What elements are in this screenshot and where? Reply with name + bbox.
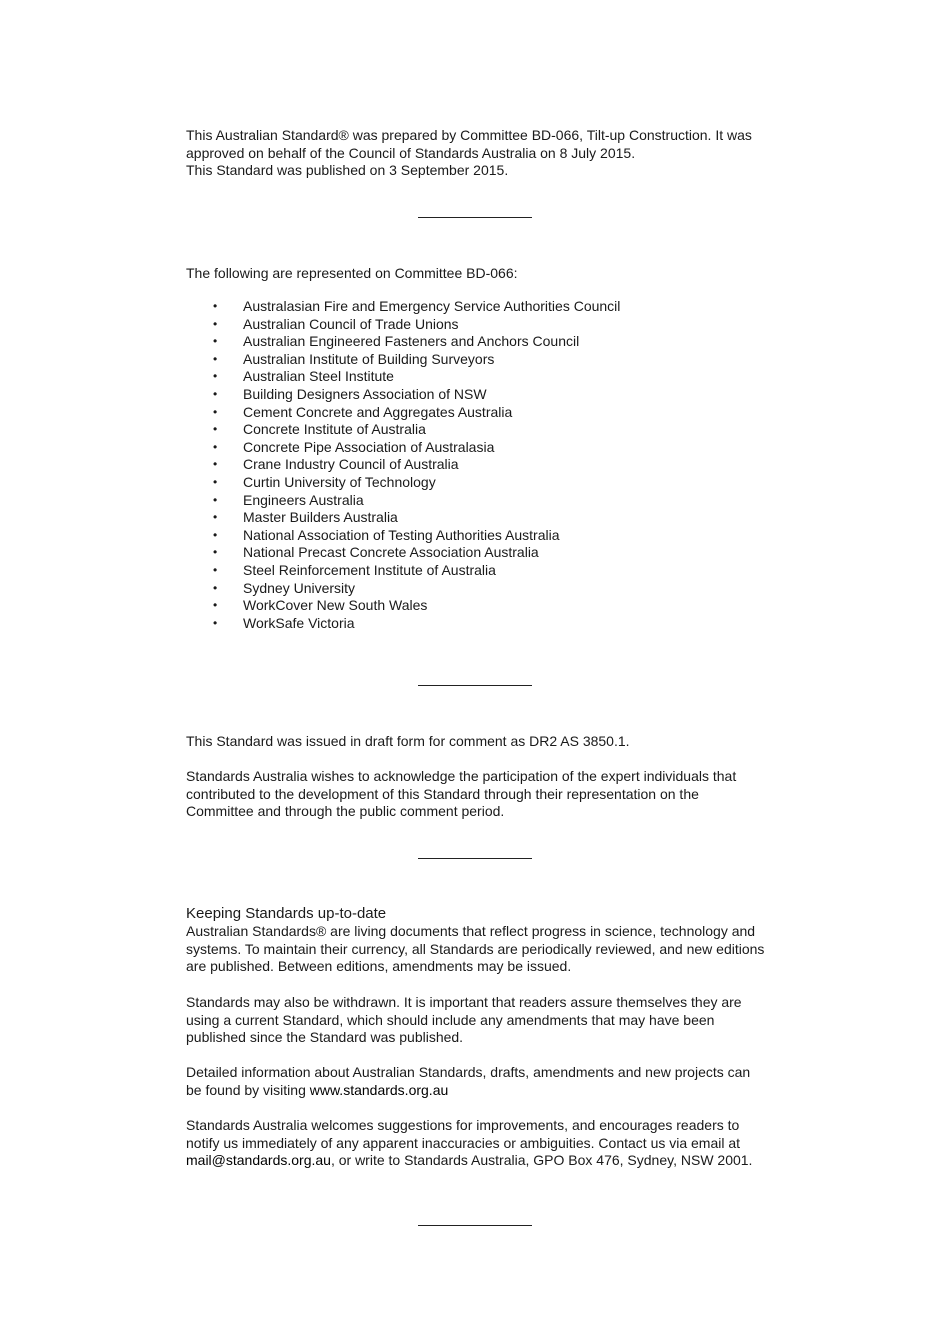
bullet-icon: • <box>213 422 218 437</box>
section-divider-4 <box>418 1225 532 1226</box>
detailed-info-line-1: Detailed information about Australian Standards, drafts, amendments and new projects can <box>186 1064 751 1080</box>
committee-member-item <box>186 316 776 334</box>
section-divider-1 <box>418 217 532 218</box>
contact-email-link[interactable]: mail@standards.org.au <box>186 1152 331 1169</box>
draft-notice <box>186 733 776 751</box>
acknowledgement-line-3: Committee and through the public comment period. <box>186 803 505 820</box>
bullet-icon: • <box>213 474 218 489</box>
detailed-info-paragraph <box>186 1064 776 1099</box>
committee-member-item <box>186 404 776 422</box>
committee-member-item <box>186 298 776 316</box>
bullet-icon: • <box>213 580 218 595</box>
committee-member-item <box>186 597 776 615</box>
committee-member-name: Australian Steel Institute <box>243 368 394 385</box>
withdrawn-line-1: Standards may also be withdrawn. It is important that readers assure themselves they are <box>186 994 742 1010</box>
withdrawn-line-3: published since the Standard was published. <box>186 1029 464 1046</box>
committee-member-item <box>186 615 776 633</box>
preparation-line-2: approved on behalf of the Council of Standards Australia on 8 July 2015. <box>186 144 636 161</box>
committee-member-name: Australian Council of Trade Unions <box>243 315 459 332</box>
committee-member-name: Curtin University of Technology <box>243 473 436 490</box>
committee-member-name: Australasian Fire and Emergency Service Authorities Council <box>243 298 621 314</box>
acknowledgement-line-1: Standards Australia wishes to acknowledge the participation of the expert individuals that <box>186 768 737 784</box>
committee-member-name: Engineers Australia <box>243 491 364 508</box>
committee-member-name: WorkCover New South Wales <box>243 597 428 614</box>
detailed-info-line-2 <box>186 1082 776 1100</box>
committee-member-name: National Association of Testing Authorities Australia <box>243 526 560 543</box>
committee-intro <box>186 265 776 283</box>
committee-member-name: Concrete Institute of Australia <box>243 421 426 438</box>
section-divider-2 <box>418 685 532 686</box>
committee-member-name: Concrete Pipe Association of Australasia <box>243 438 495 455</box>
committee-member-name: Australian Engineered Fasteners and Anchors Council <box>243 333 580 350</box>
committee-member-item <box>186 492 776 510</box>
committee-member-name: Master Builders Australia <box>243 509 398 526</box>
bullet-icon: • <box>213 510 218 525</box>
committee-members-list <box>186 298 776 632</box>
committee-member-item <box>186 544 776 562</box>
bullet-icon: • <box>213 334 218 349</box>
postal-address-text: , or write to Standards Australia, GPO Box 476, Sydney, NSW 2001. <box>330 1152 753 1169</box>
living-documents-line-3: are published. Between editions, amendments may be issued. <box>186 958 572 975</box>
committee-member-item <box>186 474 776 492</box>
bullet-icon: • <box>213 351 218 366</box>
committee-member-item <box>186 386 776 404</box>
withdrawn-paragraph <box>186 994 776 1047</box>
suggestions-paragraph <box>186 1117 776 1170</box>
bullet-icon: • <box>213 545 218 560</box>
committee-member-name: National Precast Concrete Association Australia <box>243 544 539 561</box>
bullet-icon: • <box>213 457 218 472</box>
committee-member-name: Building Designers Association of NSW <box>243 385 487 402</box>
committee-member-name: Steel Reinforcement Institute of Australia <box>243 561 496 578</box>
committee-member-item <box>186 351 776 369</box>
detailed-info-prefix: be found by visiting <box>186 1081 310 1098</box>
committee-member-item <box>186 456 776 474</box>
section-divider-3 <box>418 858 532 859</box>
bullet-icon: • <box>213 527 218 542</box>
committee-member-name: Crane Industry Council of Australia <box>243 456 459 473</box>
suggestions-line-2: notify us immediately of any apparent inaccuracies or ambiguities. Contact us via email at <box>186 1134 741 1151</box>
publication-date-line: This Standard was published on 3 September 2015. <box>186 162 509 179</box>
bullet-icon: • <box>213 299 218 313</box>
living-documents-line-1: Australian Standards® are living documents that reflect progress in science, technology and <box>186 923 756 939</box>
withdrawn-line-2: using a current Standard, which should include any amendments that may have been <box>186 1011 715 1028</box>
committee-member-name: Cement Concrete and Aggregates Australia <box>243 403 513 420</box>
acknowledgement-line-2: contributed to the development of this Standard through their representation on the <box>186 785 699 802</box>
standards-website-link[interactable]: www.standards.org.au <box>309 1081 449 1098</box>
bullet-icon: • <box>213 562 218 577</box>
committee-member-item <box>186 527 776 545</box>
committee-member-name: Sydney University <box>243 579 356 596</box>
committee-member-item <box>186 509 776 527</box>
committee-member-item <box>186 580 776 598</box>
acknowledgement <box>186 768 776 821</box>
suggestions-line-1: Standards Australia welcomes suggestions for improvements, and encourages readers to <box>186 1117 740 1133</box>
bullet-icon: • <box>213 598 218 613</box>
preparation-line-1: This Australian Standard® was prepared by Committee BD-066, Tilt-up Construction. It was <box>186 127 752 143</box>
committee-member-item <box>186 333 776 351</box>
draft-issued-text: This Standard was issued in draft form for comment as DR2 AS 3850.1. <box>186 733 630 749</box>
section-heading: Keeping Standards up-to-date <box>186 905 387 922</box>
keeping-standards-section <box>186 905 776 976</box>
bullet-icon: • <box>213 439 218 454</box>
bullet-icon: • <box>213 386 218 401</box>
bullet-icon: • <box>213 615 218 630</box>
committee-member-item <box>186 368 776 386</box>
bullet-icon: • <box>213 369 218 384</box>
living-documents-line-2: systems. To maintain their currency, all Standards are periodically reviewed, and new editions <box>186 940 765 957</box>
committee-member-name: WorkSafe Victoria <box>243 614 355 631</box>
suggestions-line-3 <box>186 1152 776 1170</box>
committee-member-name: Australian Institute of Building Surveyors <box>243 350 495 367</box>
bullet-icon: • <box>213 316 218 331</box>
preparation-notice <box>186 127 776 180</box>
committee-intro-text: The following are represented on Committee BD-066: <box>186 265 518 281</box>
bullet-icon: • <box>213 492 218 507</box>
bullet-icon: • <box>213 404 218 419</box>
committee-member-item <box>186 421 776 439</box>
committee-member-item <box>186 439 776 457</box>
committee-member-item <box>186 562 776 580</box>
